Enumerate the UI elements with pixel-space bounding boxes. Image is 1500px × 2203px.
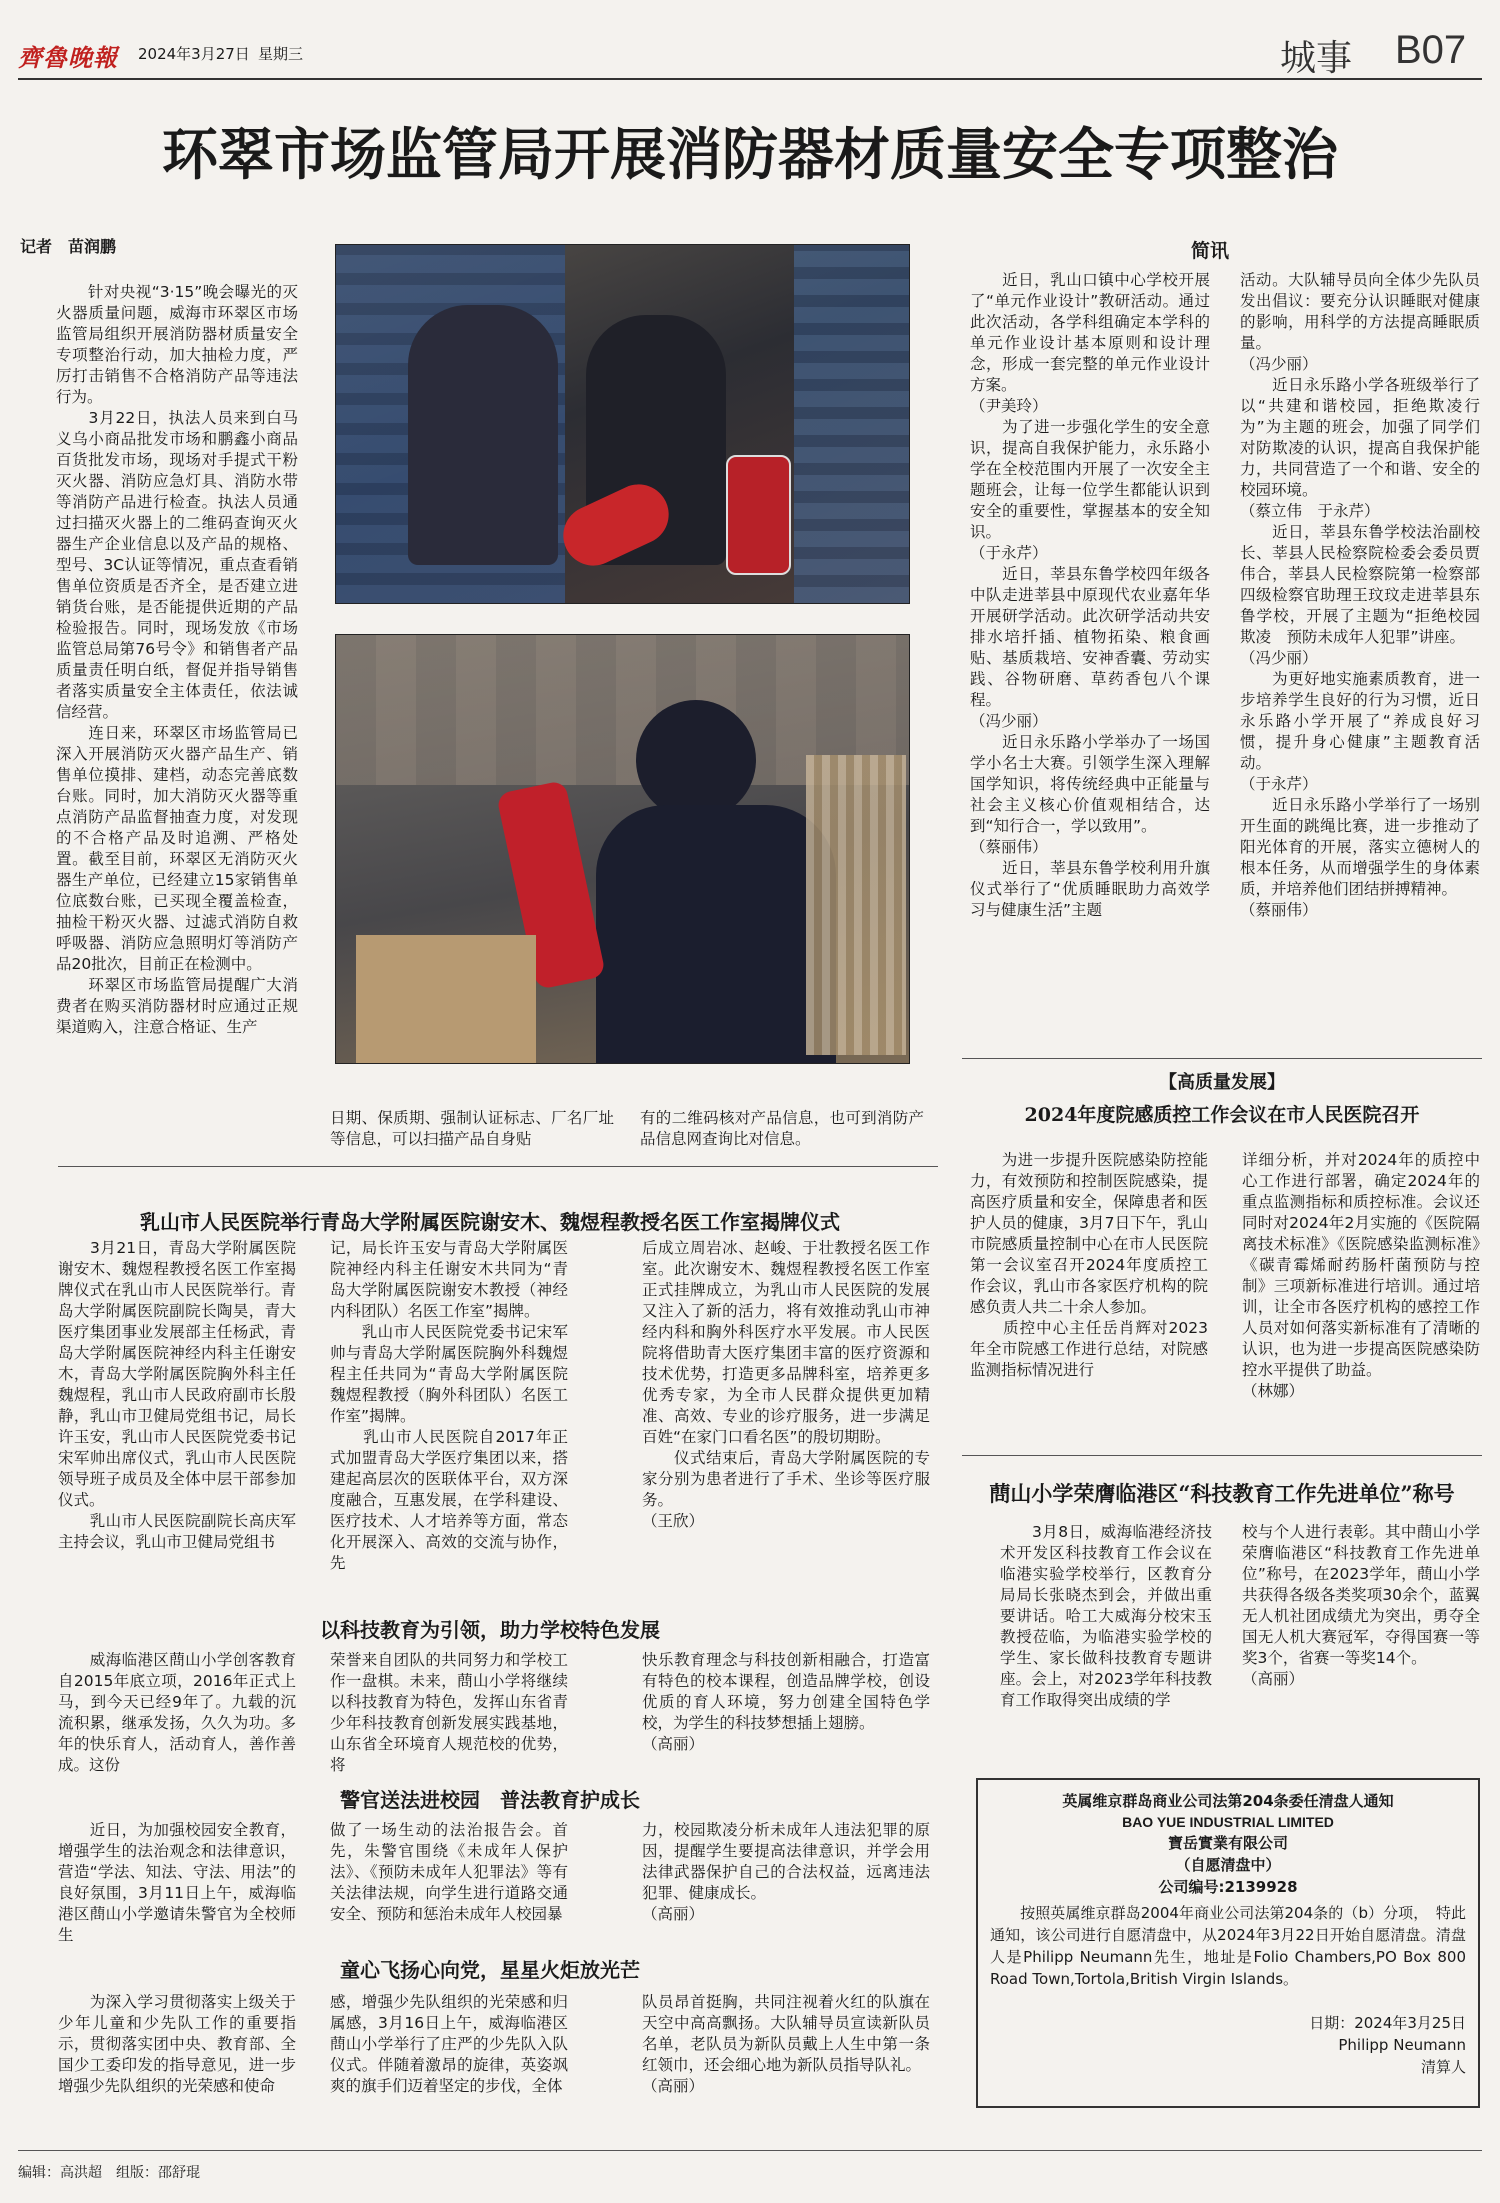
- officer-extinguisher-photo: [335, 634, 910, 1064]
- issue-weekday: 星期三: [258, 45, 304, 63]
- lead-headline: 环翠市场监管局开展消防器材质量安全专项整治: [162, 122, 1338, 188]
- masthead-rule: [18, 78, 1482, 80]
- notice-signer: Philipp Neumann: [1338, 2036, 1466, 2054]
- divider-infection-bottom: [962, 1455, 1482, 1456]
- lead-column-3: 有的二维码核对产品信息，也可到消防产品信息网查询比对信息。: [640, 1109, 924, 1148]
- lead-byline: 记者 苗润鹏: [20, 237, 117, 256]
- hospital-headline: 乳山市人民医院举行青岛大学附属医院谢安木、魏煜程教授名医工作室揭牌仪式: [140, 1210, 840, 1234]
- divider-briefs-bottom: [962, 1058, 1482, 1059]
- pioneer-column-2: 感，增强少先队组织的光荣感和归属感，3月16日上午，威海临港区蔄山小学举行了庄严的少先队入队仪式。伴随着激昂的旋律，英姿飒爽的旗手们迈着坚定的步伐，全体: [330, 1993, 568, 2095]
- pioneer-column-3: 队员昂首挺胸，共同注视着火红的队旗在天空中高高飘扬。大队辅导员宣读新队员名单，老队员为新队员戴上人生中第一条红领巾，还会细心地为新队员指导队礼。 （高丽）: [642, 1993, 930, 2095]
- paper-name: 齊魯晚報: [18, 43, 118, 72]
- liquidation-notice: [976, 1778, 1480, 2108]
- notice-date: 日期：2024年3月25日: [1309, 2014, 1466, 2032]
- market-inspection-photo: [335, 244, 910, 604]
- issue-date: 2024年3月27日: [138, 45, 250, 63]
- infection-column-2: 详细分析，并对2024年的质控中心工作进行部署，确定2024年的重点监测指标和质控标准。会议还同时对2024年2月实施的《医院隔离技术标准》《医院感染监测标准》《碳青霉烯耐药肠杆菌预防与控制》三项新标准进行培训。通过培训，让全市各医疗机构的感控工作人员对如何落实新标准有了清晰的认识，也为进一步提高医院感染防控水平提供了助益。 （林娜）: [1242, 1151, 1480, 1400]
- honor-column-2: 校与个人进行表彰。其中蔄山小学荣膺临港区“科技教育工作先进单位”称号，在2023学年，蔄山小学共获得各级各类奖项30余个，蓝翼无人机社团成绩尤为突出，勇夺全国无人机大赛冠军，夺得国赛一等奖3个，省赛一等奖14个。 （高丽）: [1242, 1523, 1480, 1688]
- police-column-2: 做了一场生动的法治报告会。首先，朱警官围绕《未成年人保护法》、《预防未成年人犯罪法》等有关法律法规，向学生进行道路交通安全、预防和惩治未成年人校园暴: [330, 1821, 568, 1923]
- footer-credits: 编辑：高洪超 组版：邵舒琨: [18, 2165, 200, 2181]
- hospital-column-3: 后成立周岩冰、赵峻、于壮教授名医工作室。此次谢安木、魏煜程教授名医工作室正式挂牌成立，为乳山市人民医院的发展又注入了新的活力，将有效推动乳山市神经内科和胸外科医疗水平发展。市人民医院将借助青大医疗集团丰富的医疗资源和技术优势，打造更多品牌科室，培养更多优秀专家，为全市人民群众提供更加精准、高效、专业的诊疗服务，进一步满足百姓“在家门口看名医”的殷切期盼。 仪式结束后，青岛大学附属医院的专家分别为患者进行了手术、坐诊等医疗服务。 （王欣）: [642, 1239, 930, 1530]
- police-headline: 警官送法进校园 普法教育护成长: [340, 1788, 640, 1812]
- lead-column-1: 针对央视“3·15”晚会曝光的灭火器质量问题，威海市环翠区市场监管局组织开展消防器材质量安全专项整治行动，加大抽检力度，严厉打击销售不合格消防产品等违法行为。 3月22日，执法人员来到白马义乌小商品批发市场和鹏鑫小商品百货批发市场，现场对手提式干粉灭火器、消防应急灯具、消防水带等消防产品进行检查。执法人员通过扫描灭火器上的二维码查询灭火器生产企业信息以及产品的规格、型号、3C认证等情况，重点查看销售单位资质是否齐全，是否建立进销货台账，是否能提供近期的产品检验报告。同时，现场发放《市场监管总局第76号令》和销售者产品质量责任明白纸，督促并指导销售者落实质量安全主体责任，依法诚信经营。 连日来，环翠区市场监管局已深入开展消防灭火器产品生产、销售单位摸排、建档，动态完善底数台账。同时，加大消防灭火器等重点消防产品监督抽查力度，对发现的不合格产品及时追溯、严格处置。截至目前，环翠区无消防灭火器生产单位，已经建立15家销售单位底数台账，已买现全覆盖检查，抽检干粉灭火器、过滤式消防自救呼吸器、消防应急照明灯等消防产品20批次，目前正在检测中。 环翠区市场监管局提醒广大消费者在购买消防器材时应通过正规渠道购入，注意合格证、生产: [56, 283, 298, 1036]
- briefs-column-2: 活动。大队辅导员向全体少先队员发出倡议：要充分认识睡眠对健康的影响，用科学的方法提高睡眠质量。 （冯少丽） 近日永乐路小学各班级举行了以“共建和谐校园，拒绝欺凌行为”为主题的班会，加强了同学们对防欺凌的认识，提高自我保护能力，共同营造了一个和谐、安全的校园环境。 （蔡立伟 于永芹） 近日，莘县东鲁学校法治副校长、莘县人民检察院检委会委员贾伟合，莘县人民检察院第一检察部四级检察官助理王玟玟走进莘县东鲁学校，开展了主题为“拒绝校园欺凌 预防未成年人犯罪”讲座。 （冯少丽） 为更好地实施素质教育，进一步培养学生良好的行为习惯，近日永乐路小学开展了“养成良好习惯，提升身心健康”主题教育活动。 （于永芹） 近日永乐路小学举行了一场别开生面的跳绳比赛，进一步推动了阳光体育的开展，落实立德树人的根本任务，从而增强学生的身体素质，并培养他们团结拼搏精神。 （蔡丽伟）: [1240, 271, 1480, 919]
- pioneer-headline: 童心飞扬心向党，星星火炬放光芒: [340, 1958, 640, 1982]
- pioneer-column-1: 为深入学习贯彻落实上级关于少年儿童和少先队工作的重要指示，贯彻落实团中央、教育部、全国少工委印发的指导意见，进一步增强少先队组织的光荣感和使命: [58, 1993, 296, 2095]
- honor-headline: 蔄山小学荣膺临港区“科技教育工作先进单位”称号: [989, 1481, 1455, 1506]
- infection-column-1: 为进一步提升医院感染防控能力，有效预防和控制医院感染，提高医疗质量和安全，保障患者和医护人员的健康，3月7日下午，乳山市院感质量控制中心在市人民医院第一会议室召开2024年度质控工作会议，乳山市各家医疗机构的院感负责人共二十余人参加。 质控中心主任岳肖辉对2023年全市院感工作进行总结，对院感监测指标情况进行: [970, 1151, 1208, 1379]
- notice-company-number: 公司编号:2139928: [1158, 1878, 1298, 1896]
- tech-column-1: 威海临港区蔄山小学创客教育自2015年底立项，2016年正式上马，到今天已经9年了。九载的沉流积累，继承发扬，久久为功。多年的快乐育人，活动育人，善作善成。这份: [58, 1651, 296, 1774]
- infection-headline: 2024年度院感质控工作会议在市人民医院召开: [1024, 1104, 1420, 1126]
- notice-body: 按照英属维京群岛2004年商业公司法第204条的（b）分项， 特此通知，该公司进行自愿清盘中，从2024年3月22日开始自愿清盘。清盘人是Philipp Neumann先生，地址是Folio Chambers,PO Box 800 Road Town,Tortola,British Virgin Islands。: [990, 1904, 1466, 1988]
- hospital-column-1: 3月21日，青岛大学附属医院谢安木、魏煜程教授名医工作室揭牌仪式在乳山市人民医院举行。青岛大学附属医院副院长陶昊，青大医疗集团事业发展部主任杨武，青岛大学附属医院神经内科主任谢安木，青岛大学附属医院胸外科主任魏煜程，乳山市人民政府副市长殷静，乳山市卫健局党组书记，局长许玉安，乳山市人民医院党委书记宋军帅出席仪式，乳山市人民医院领导班子成员及全体中层干部参加仪式。 乳山市人民医院副院长高庆军主持会议，乳山市卫健局党组书: [58, 1239, 296, 1551]
- honor-column-1: 3月8日，威海临港经济技术开发区科技教育工作会议在临港实验学校举行，区教育分局局长张晓杰到会，并做出重要讲话。哈工大威海分校宋玉教授莅临，为临港实验学校的学生、家长做科技教育专题讲座。会上，对2023学年科技教育工作取得突出成绩的学: [1000, 1523, 1212, 1709]
- footer-rule: [18, 2150, 1482, 2151]
- infection-tag: 【高质量发展】: [1159, 1072, 1285, 1093]
- notice-role: 清算人: [1420, 2058, 1466, 2076]
- tech-headline: 以科技教育为引领，助力学校特色发展: [320, 1618, 660, 1642]
- divider-lead-bottom: [58, 1166, 938, 1167]
- police-column-1: 近日，为加强校园安全教育，增强学生的法治观念和法律意识，营造“学法、知法、守法、用法”的良好氛围，3月11日上午，威海临港区蔄山小学邀请朱警官为全校师生: [58, 1821, 296, 1944]
- notice-title-company: 寶岳實業有限公司: [1167, 1834, 1288, 1852]
- police-column-3: 力，校园欺凌分析未成年人违法犯罪的原因，提醒学生要提高法律意识，并学会用法律武器保护自己的合法权益，远离违法犯罪、健康成长。 （高丽）: [642, 1821, 930, 1923]
- tech-column-2: 荣誉来自团队的共同努力和学校工作一盘棋。未来，蔄山小学将继续以科技教育为特色，发挥山东省青少年科技教育创新发展实践基地，山东省全环境育人规范校的优势，将: [330, 1651, 568, 1774]
- notice-title-en: BAO YUE INDUSTRIAL LIMITED: [1122, 1814, 1334, 1830]
- notice-title-status: （自愿清盘中）: [1175, 1856, 1281, 1874]
- page-number: B07: [1395, 28, 1467, 72]
- tech-column-3: 快乐教育理念与科技创新相融合，打造富有特色的校本课程，创造品牌学校，创设优质的育人环境，努力创建全国特色学校，为学生的科技梦想插上翅膀。 （高丽）: [642, 1651, 930, 1753]
- briefs-title: 简讯: [1190, 240, 1229, 262]
- section-name: 城事: [1280, 38, 1353, 79]
- briefs-column-1: 近日，乳山口镇中心学校开展了“单元作业设计”教研活动。通过此次活动，各学科组确定本学科的单元作业设计基本原则和设计理念，形成一套完整的单元作业设计方案。 （尹美玲） 为了进一步强化学生的安全意识，提高自我保护能力，永乐路小学在全校范围内开展了一次安全主题班会，让每一位学生都能认识到安全的重要性，掌握基本的安全知识。 （于永芹） 近日，莘县东鲁学校四年级各中队走进莘县中原现代农业嘉年华开展研学活动。此次研学活动共安排水培扦插、植物拓染、粮食画贴、基质栽培、安神香囊、劳动实践、谷物研磨、草药香包八个课程。 （冯少丽） 近日永乐路小学举办了一场国学小名士大赛。引领学生深入理解国学知识，将传统经典中正能量与社会主义核心价值观相结合，达到“知行合一，学以致用”。 （蔡丽伟） 近日，莘县东鲁学校利用升旗仪式举行了“优质睡眠助力高效学习与健康生活”主题: [970, 271, 1210, 919]
- notice-title-cn: 英属维京群岛商业公司法第204条委任清盘人通知: [1062, 1792, 1394, 1810]
- hospital-column-2: 记，局长许玉安与青岛大学附属医院神经内科主任谢安木共同为“青岛大学附属医院谢安木教授（神经内科团队）名医工作室”揭牌。 乳山市人民医院党委书记宋军帅与青岛大学附属医院胸外科魏煜程主任共同为“青岛大学附属医院魏煜程教授（胸外科团队）名医工作室”揭牌。 乳山市人民医院自2017年正式加盟青岛大学医疗集团以来，搭建起高层次的医联体平台，双方深度融合，互惠发展，在学科建设、医疗技术、人才培养等方面，常态化开展深入、高效的交流与协作，先: [330, 1239, 568, 1572]
- lead-column-2: 日期、保质期、强制认证标志、厂名厂址等信息，可以扫描产品自身贴: [330, 1109, 614, 1148]
